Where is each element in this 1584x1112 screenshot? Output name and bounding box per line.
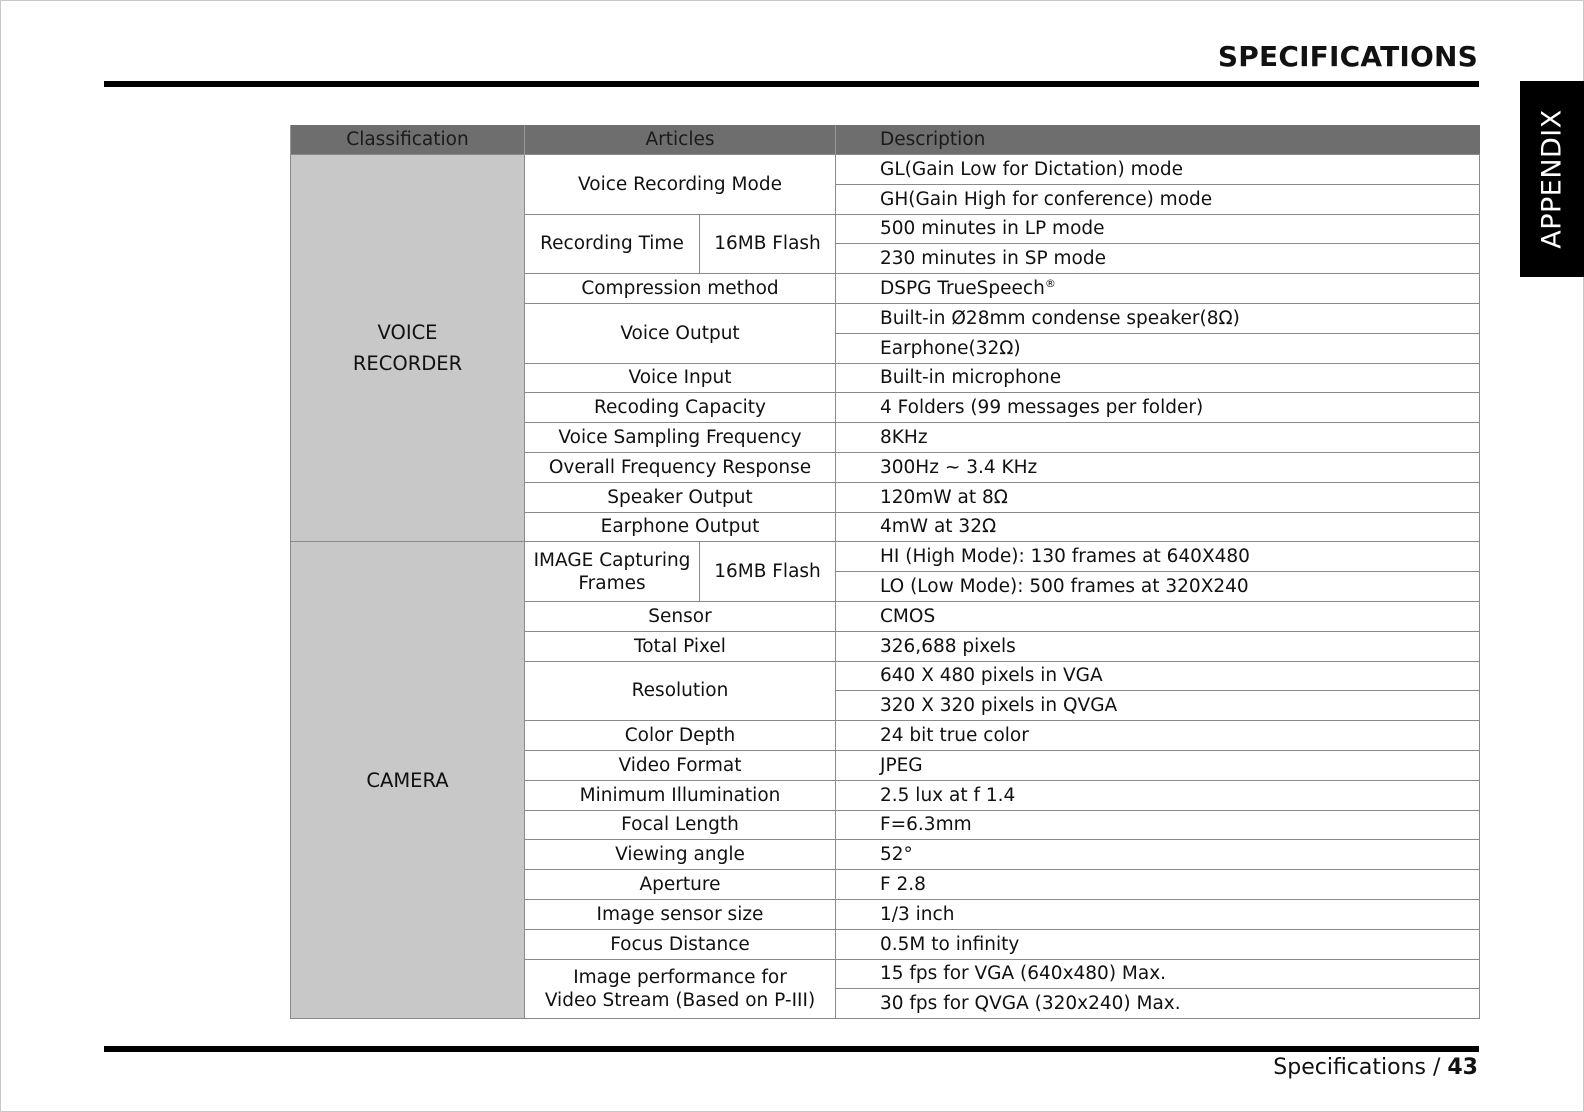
- description-cell: 320 X 320 pixels in QVGA: [836, 691, 1480, 721]
- description-cell: 500 minutes in LP mode: [836, 214, 1480, 244]
- description-cell: 326,688 pixels: [836, 631, 1480, 661]
- description-cell: 24 bit true color: [836, 721, 1480, 751]
- article-image-capturing-frames: IMAGE Capturing Frames: [525, 542, 700, 602]
- description-cell: 300Hz ~ 3.4 KHz: [836, 452, 1480, 482]
- description-cell: 4mW at 32Ω: [836, 512, 1480, 542]
- description-cell: 15 fps for VGA (640x480) Max.: [836, 959, 1480, 989]
- description-cell: Earphone(32Ω): [836, 333, 1480, 363]
- article-image-performance: Image performance for Video Stream (Based on P-III): [525, 959, 836, 1019]
- article-earphone-output: Earphone Output: [525, 512, 836, 542]
- description-cell: 8KHz: [836, 423, 1480, 453]
- description-cell: HI (High Mode): 130 frames at 640X480: [836, 542, 1480, 572]
- classification-voice-recorder: VOICE RECORDER: [291, 155, 525, 542]
- header-description: Description: [836, 125, 1480, 155]
- article-resolution: Resolution: [525, 661, 836, 721]
- compression-text: DSPG TrueSpeech: [880, 278, 1045, 300]
- article-recording-time: Recording Time: [525, 214, 700, 274]
- description-cell: 4 Folders (99 messages per folder): [836, 393, 1480, 423]
- page-number: 43: [1447, 1055, 1478, 1080]
- classification-camera: CAMERA: [291, 542, 525, 1019]
- appendix-tab: [1520, 81, 1584, 277]
- article-voice-recording-mode: Voice Recording Mode: [525, 155, 836, 215]
- table-header-row: [291, 125, 1480, 155]
- article-recoding-capacity: Recoding Capacity: [525, 393, 836, 423]
- specifications-table: [290, 125, 1480, 1019]
- header-rule: [104, 81, 1479, 87]
- description-cell: 0.5M to infinity: [836, 929, 1480, 959]
- article-focal-length: Focal Length: [525, 810, 836, 840]
- appendix-tab-label: APPENDIX: [1536, 109, 1568, 249]
- article-image-capturing-memory: 16MB Flash: [700, 542, 836, 602]
- description-cell: 1/3 inch: [836, 899, 1480, 929]
- footer-section: Specifications /: [1273, 1055, 1448, 1080]
- table-row: [291, 542, 1480, 572]
- header-articles: Articles: [525, 125, 836, 155]
- article-viewing-angle: Viewing angle: [525, 840, 836, 870]
- article-sensor: Sensor: [525, 601, 836, 631]
- article-aperture: Aperture: [525, 870, 836, 900]
- description-cell: CMOS: [836, 601, 1480, 631]
- page-footer: [1273, 1055, 1478, 1080]
- description-cell: GH(Gain High for conference) mode: [836, 184, 1480, 214]
- description-cell: GL(Gain Low for Dictation) mode: [836, 155, 1480, 185]
- description-cell: 120mW at 8Ω: [836, 482, 1480, 512]
- article-color-depth: Color Depth: [525, 721, 836, 751]
- article-compression-method: Compression method: [525, 274, 836, 304]
- article-video-format: Video Format: [525, 750, 836, 780]
- description-cell: 230 minutes in SP mode: [836, 244, 1480, 274]
- article-voice-sampling-frequency: Voice Sampling Frequency: [525, 423, 836, 453]
- article-image-sensor-size: Image sensor size: [525, 899, 836, 929]
- description-cell: F=6.3mm: [836, 810, 1480, 840]
- description-cell: Built-in Ø28mm condense speaker(8Ω): [836, 303, 1480, 333]
- description-cell: [836, 274, 1480, 304]
- description-cell: LO (Low Mode): 500 frames at 320X240: [836, 572, 1480, 602]
- article-minimum-illumination: Minimum Illumination: [525, 780, 836, 810]
- article-recording-time-memory: 16MB Flash: [700, 214, 836, 274]
- description-cell: F 2.8: [836, 870, 1480, 900]
- table-row: [291, 155, 1480, 185]
- registered-mark: ®: [1044, 276, 1056, 290]
- footer-rule: [104, 1046, 1479, 1052]
- article-speaker-output: Speaker Output: [525, 482, 836, 512]
- description-cell: 30 fps for QVGA (320x240) Max.: [836, 989, 1480, 1019]
- page-title: SPECIFICATIONS: [1217, 40, 1478, 73]
- article-total-pixel: Total Pixel: [525, 631, 836, 661]
- header-classification: Classification: [291, 125, 525, 155]
- description-cell: 52°: [836, 840, 1480, 870]
- description-cell: 2.5 lux at f 1.4: [836, 780, 1480, 810]
- article-voice-output: Voice Output: [525, 303, 836, 363]
- article-overall-frequency-response: Overall Frequency Response: [525, 452, 836, 482]
- article-focus-distance: Focus Distance: [525, 929, 836, 959]
- description-cell: JPEG: [836, 750, 1480, 780]
- description-cell: 640 X 480 pixels in VGA: [836, 661, 1480, 691]
- article-voice-input: Voice Input: [525, 363, 836, 393]
- description-cell: Built-in microphone: [836, 363, 1480, 393]
